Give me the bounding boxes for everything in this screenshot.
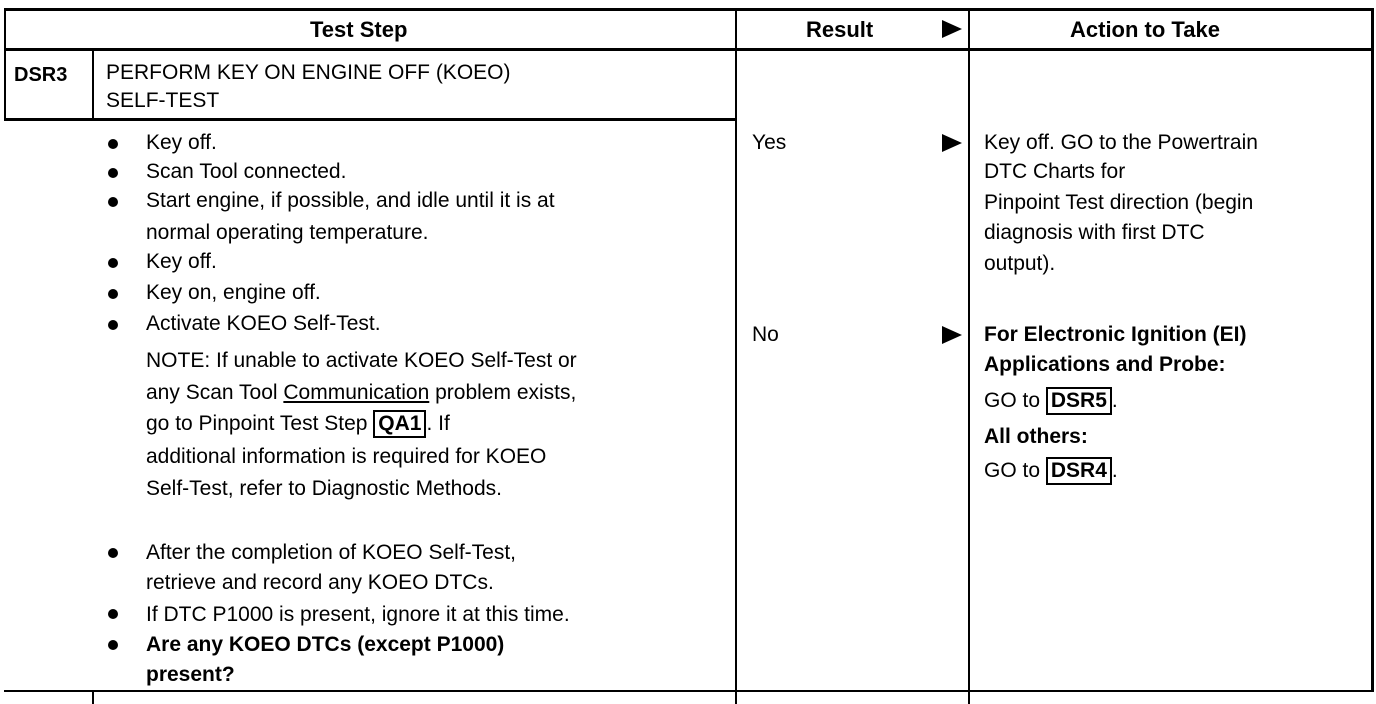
step-title-bottom xyxy=(4,118,737,121)
instruction-4: Key off. xyxy=(146,250,217,273)
instruction-1: Key off. xyxy=(146,131,217,154)
step-title-line2: SELF-TEST xyxy=(106,89,220,112)
bullet-icon xyxy=(108,258,118,268)
action-yes-line4: diagnosis with first DTC xyxy=(984,221,1205,244)
note-line2 xyxy=(146,378,576,408)
action-goto-dsr5 xyxy=(984,386,1118,416)
action-yes-line5: output). xyxy=(984,252,1056,275)
final-step-1-cont: retrieve and record any KOEO DTCs. xyxy=(146,571,494,594)
left-border xyxy=(4,8,6,118)
action-no-heading1: For Electronic Ignition (EI) xyxy=(984,323,1247,346)
action-goto-dsr4 xyxy=(984,456,1118,486)
bullet-icon xyxy=(108,289,118,299)
note-line3-a: go to Pinpoint Test Step xyxy=(146,412,374,435)
instruction-3-cont: normal operating temperature. xyxy=(146,221,429,244)
right-border xyxy=(1371,8,1374,692)
action-yes-line3: Pinpoint Test direction (begin xyxy=(984,191,1254,214)
note-communication: Communication xyxy=(283,381,430,404)
final-step-2: If DTC P1000 is present, ignore it at this time. xyxy=(146,603,570,626)
bullet-icon xyxy=(108,640,118,650)
period: . xyxy=(1111,459,1118,482)
note-line3-b: . If xyxy=(426,412,450,435)
ref-dsr5-link[interactable]: DSR5 xyxy=(1046,387,1112,415)
bullet-icon xyxy=(108,197,118,207)
action-yes-line2: DTC Charts for xyxy=(984,160,1126,183)
final-question: Are any KOEO DTCs (except P1000) xyxy=(146,633,505,656)
note-line5: Self-Test, refer to Diagnostic Methods. xyxy=(146,477,502,500)
bullet-icon xyxy=(108,609,118,619)
bullet-icon xyxy=(108,139,118,149)
step-id: DSR3 xyxy=(14,64,68,86)
final-step-1: After the completion of KOEO Self-Test, xyxy=(146,541,516,564)
bottom-tick-left xyxy=(92,690,94,704)
header-arrow-icon xyxy=(942,20,962,38)
bottom-border xyxy=(4,690,1374,692)
header-result: Result xyxy=(806,17,874,42)
col-divider-2 xyxy=(968,8,970,704)
action-yes-line1: Key off. GO to the Powertrain xyxy=(984,131,1258,154)
step-id-divider xyxy=(92,48,94,120)
result-no: No xyxy=(752,323,779,346)
top-border xyxy=(4,8,1374,11)
ref-dsr4-link[interactable]: DSR4 xyxy=(1046,457,1112,485)
step-title-line1: PERFORM KEY ON ENGINE OFF (KOEO) xyxy=(106,61,511,84)
final-question-cont: present? xyxy=(146,663,235,686)
bullet-icon xyxy=(108,168,118,178)
action-all-others: All others: xyxy=(984,425,1088,448)
instruction-5: Key on, engine off. xyxy=(146,281,321,304)
note-line3 xyxy=(146,409,450,439)
instruction-6: Activate KOEO Self-Test. xyxy=(146,312,381,335)
col-divider-1 xyxy=(735,8,737,704)
result-yes: Yes xyxy=(752,131,787,154)
note-line4: additional information is required for KOEO xyxy=(146,445,547,468)
bullet-icon xyxy=(108,320,118,330)
note-line2-b: problem exists, xyxy=(429,381,577,404)
ref-qa1-link[interactable]: QA1 xyxy=(373,410,426,438)
goto-label: GO to xyxy=(984,459,1041,482)
header-test-step: Test Step xyxy=(310,17,408,42)
instruction-3: Start engine, if possible, and idle until it is at xyxy=(146,189,555,212)
instruction-2: Scan Tool connected. xyxy=(146,160,347,183)
yes-arrow-icon xyxy=(942,134,962,152)
period: . xyxy=(1111,389,1118,412)
note-line1: NOTE: If unable to activate KOEO Self-Test or xyxy=(146,349,577,372)
goto-label: GO to xyxy=(984,389,1041,412)
no-arrow-icon xyxy=(942,326,962,344)
header-action: Action to Take xyxy=(1070,17,1220,42)
note-line2-a: any Scan Tool xyxy=(146,381,284,404)
header-bottom-border xyxy=(4,48,1374,51)
action-no-heading2: Applications and Probe: xyxy=(984,353,1226,376)
bullet-icon xyxy=(108,548,118,558)
